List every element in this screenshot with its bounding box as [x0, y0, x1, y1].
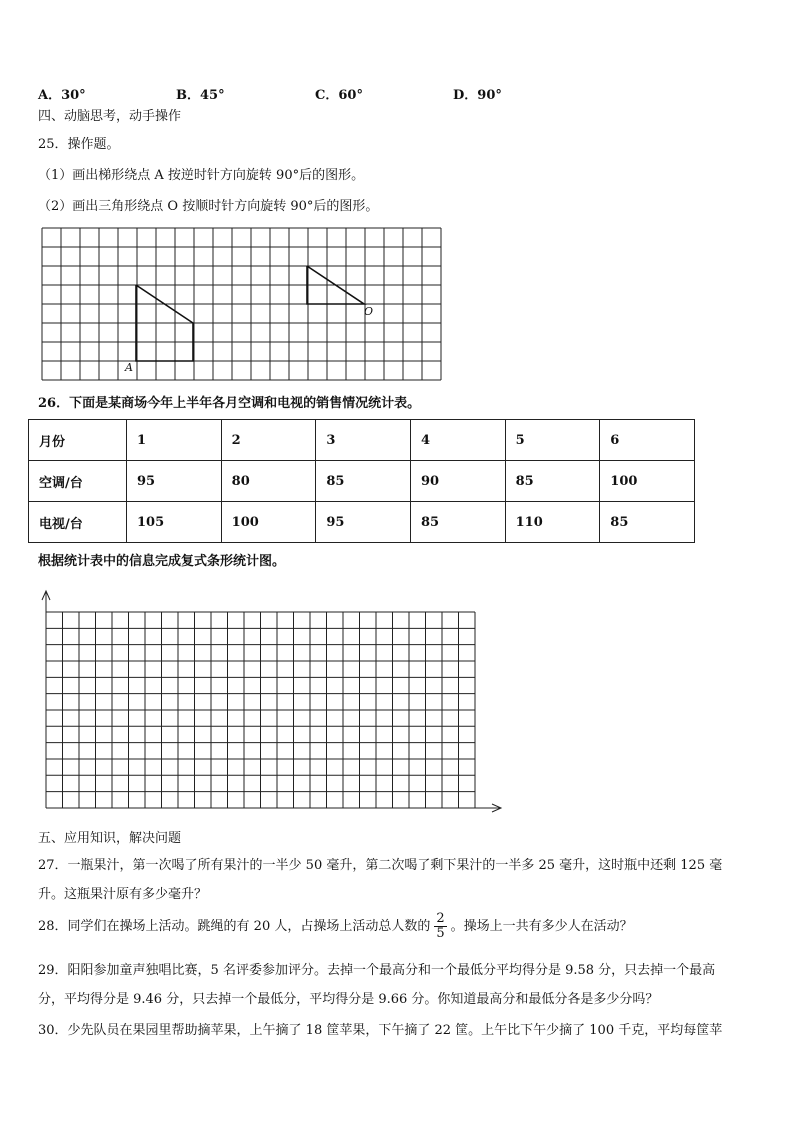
table-cell: 1	[127, 420, 222, 461]
table-header-cell: 电视/台	[29, 502, 127, 543]
table-cell: 90	[410, 461, 505, 502]
table-header-cell: 月份	[29, 420, 127, 461]
table-cell: 105	[127, 502, 222, 543]
point-o-label: O	[364, 305, 374, 318]
rotation-grid	[42, 228, 441, 380]
trapezoid-shape	[136, 285, 193, 361]
y-axis-arrow-icon	[42, 591, 50, 600]
table-row	[29, 502, 695, 543]
table-cell: 80	[221, 461, 316, 502]
table-cell: 110	[505, 502, 600, 543]
q28-text-after: 。操场上一共有多少人在活动？	[450, 919, 633, 934]
table-header-cell: 空调/台	[29, 461, 127, 502]
table-cell: 4	[410, 420, 505, 461]
table-cell: 85	[600, 502, 695, 543]
section-5-title: 五、应用知识，解决问题	[38, 831, 182, 846]
point-a-label: A	[125, 361, 133, 374]
option-c: C．60°	[315, 88, 363, 103]
fraction-denominator: 5	[436, 926, 445, 941]
q26-instruction: 根据统计表中的信息完成复式条形统计图。	[38, 554, 286, 569]
q27-line1: 27．一瓶果汁，第一次喝了所有果汁的一半少 50 毫升，第二次喝了剩下果汁的一半多 25 毫升，这时瓶中还剩 125 毫	[38, 858, 723, 873]
table-cell: 100	[600, 461, 695, 502]
q28	[38, 912, 633, 941]
q25-part2: （2）画出三角形绕点 O 按顺时针方向旋转 90°后的图形。	[38, 199, 379, 214]
x-axis-arrow-icon	[492, 804, 501, 812]
table-cell: 2	[221, 420, 316, 461]
option-d: D．90°	[453, 88, 502, 103]
table-cell: 85	[410, 502, 505, 543]
q28-text-before: 28．同学们在操场上活动。跳绳的有 20 人，占操场上活动总人数的	[38, 919, 431, 934]
table-cell: 95	[127, 461, 222, 502]
table-cell: 100	[221, 502, 316, 543]
table-row	[29, 420, 695, 461]
q25-title: 25．操作题。	[38, 137, 120, 152]
table-cell: 3	[316, 420, 411, 461]
table-cell: 85	[316, 461, 411, 502]
option-a: A．30°	[38, 88, 86, 103]
table-cell: 6	[600, 420, 695, 461]
table-cell: 5	[505, 420, 600, 461]
q26-title: 26．下面是某商场今年上半年各月空调和电视的销售情况统计表。	[38, 396, 421, 411]
q29-line1: 29．阳阳参加童声独唱比赛，5 名评委参加评分。去掉一个最高分和一个最低分平均得分是 9.58 分，只去掉一个最高	[38, 963, 716, 978]
section-4-title: 四、动脑思考，动手操作	[38, 109, 182, 124]
q25-part1: （1）画出梯形绕点 A 按逆时针方向旋转 90°后的图形。	[38, 168, 365, 183]
bar-chart-grid	[46, 612, 475, 808]
q29-line2: 分，平均得分是 9.46 分，只去掉一个最低分，平均得分是 9.66 分。你知道最高分和最低分各是多少分吗？	[38, 992, 659, 1007]
fraction	[434, 912, 446, 941]
table-cell: 85	[505, 461, 600, 502]
fraction-numerator: 2	[436, 911, 445, 926]
q30-line1: 30．少先队员在果园里帮助摘苹果，上午摘了 18 筐苹果，下午摘了 22 筐。上午比下午少摘了 100 千克，平均每筐苹	[38, 1023, 723, 1038]
table-cell: 95	[316, 502, 411, 543]
triangle-shape	[307, 266, 364, 304]
table-row	[29, 461, 695, 502]
q27-line2: 升。这瓶果汁原有多少毫升？	[38, 887, 208, 902]
sales-table	[28, 419, 695, 543]
option-b: B．45°	[176, 88, 225, 103]
